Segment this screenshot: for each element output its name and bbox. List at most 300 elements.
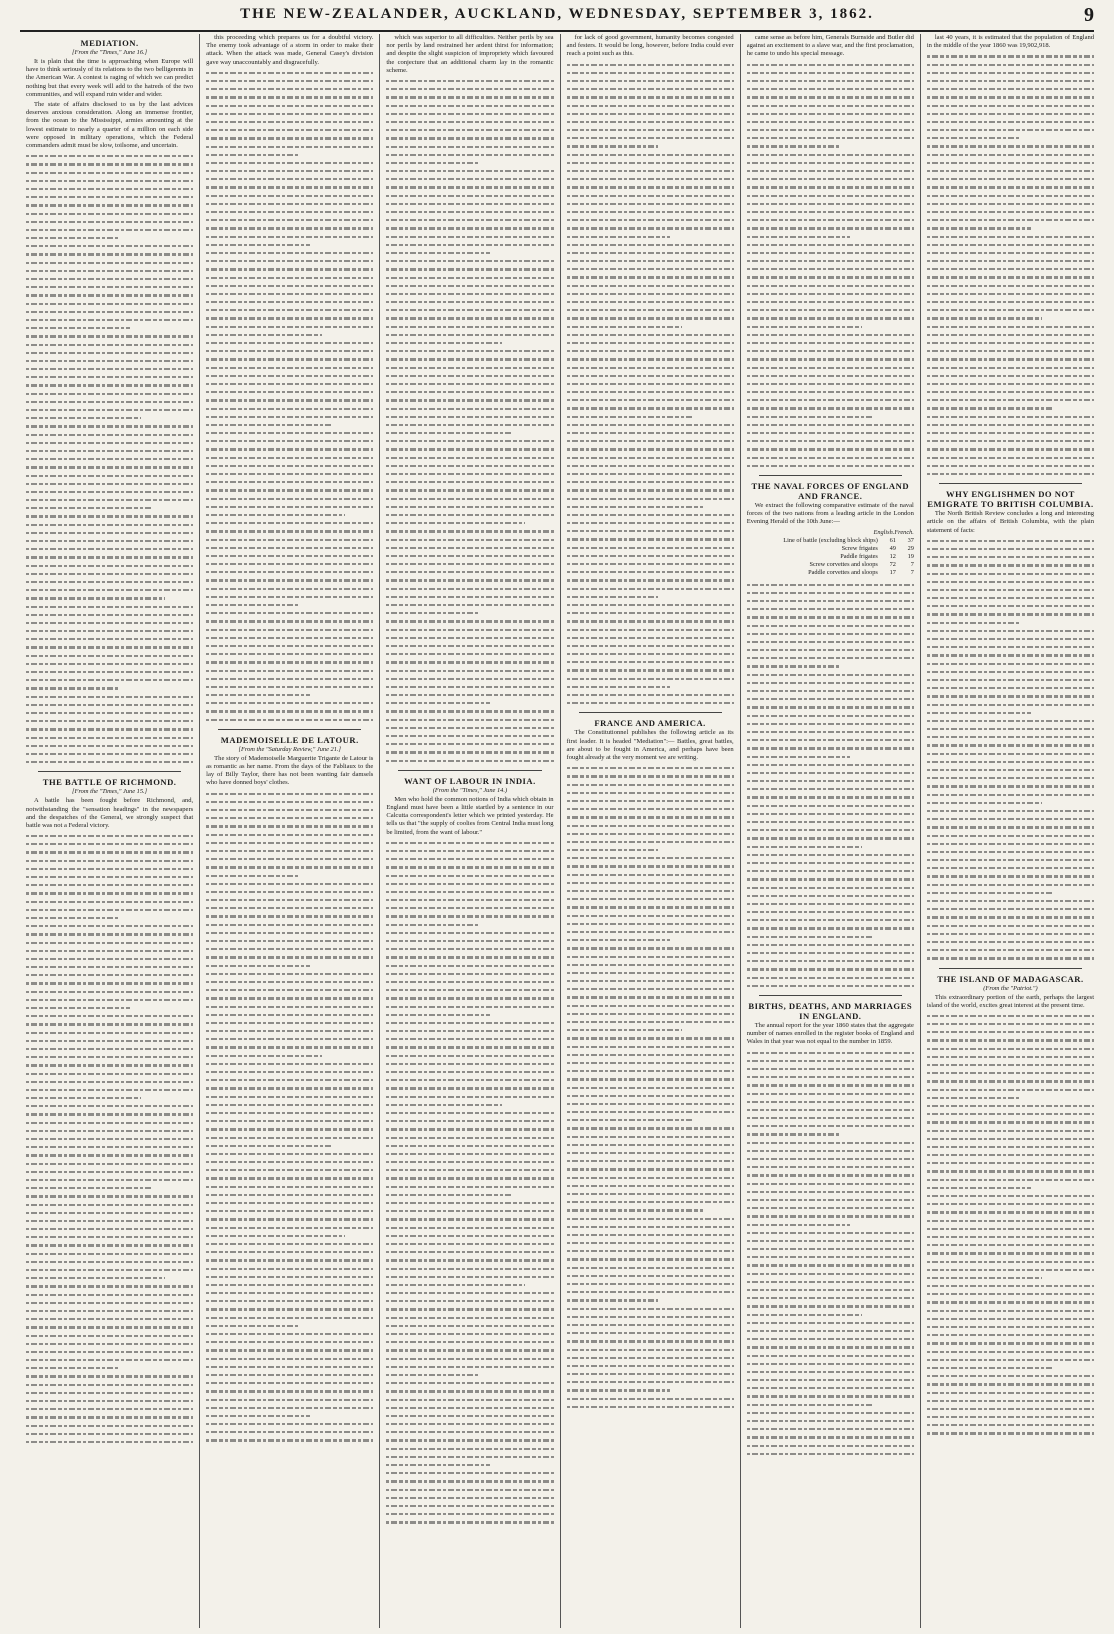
text-line [747, 679, 914, 687]
article-divider [759, 995, 902, 996]
text-line [206, 331, 321, 339]
text-line [747, 1204, 914, 1212]
text-line [567, 764, 734, 772]
text-line [747, 834, 914, 842]
text-line [747, 1106, 914, 1114]
text-line [206, 175, 373, 183]
text-line [927, 265, 1094, 273]
text-line [206, 437, 373, 445]
text-line [567, 838, 734, 846]
text-line [26, 676, 193, 684]
text-line [567, 1092, 734, 1100]
text-line [386, 1240, 553, 1248]
text-line [386, 323, 553, 331]
text-line [386, 249, 490, 257]
text-line [26, 684, 118, 692]
text-line [927, 388, 1094, 396]
text-line [927, 437, 1094, 445]
text-line [386, 560, 553, 568]
text-line [26, 512, 193, 520]
text-line [206, 1412, 310, 1420]
text-line [206, 552, 373, 560]
text-line [386, 1510, 553, 1518]
text-line [747, 1155, 914, 1163]
text-line [567, 920, 734, 928]
article-divider [218, 729, 361, 730]
text-line [927, 832, 1094, 840]
text-line [206, 1027, 373, 1035]
text-line [206, 1297, 373, 1305]
text-line [747, 290, 914, 298]
text-line [927, 946, 1094, 954]
text-line [927, 314, 1042, 322]
text-line [747, 630, 914, 638]
text-line [26, 578, 193, 586]
text-line [747, 654, 914, 662]
text-line [567, 813, 734, 821]
text-line [747, 859, 914, 867]
text-line [26, 242, 193, 250]
text-line [26, 1364, 118, 1372]
text-line [747, 200, 914, 208]
text-line [567, 1002, 734, 1010]
text-line [386, 1420, 553, 1428]
text-line [567, 585, 734, 593]
text-line [206, 224, 373, 232]
text-line [386, 1428, 553, 1436]
text-line [386, 544, 553, 552]
text-line [386, 175, 553, 183]
text-line [386, 1322, 553, 1330]
text-line [26, 1299, 193, 1307]
text-line [927, 1127, 1094, 1135]
text-line [386, 1518, 553, 1526]
text-line [747, 192, 914, 200]
text-line [386, 503, 553, 511]
text-line [747, 208, 914, 216]
text-line [206, 1281, 373, 1289]
text-line [206, 716, 373, 724]
text-line [26, 169, 193, 177]
article-source: (From the "Times," June 14.) [432, 786, 508, 794]
text-line [386, 429, 513, 437]
text-line [567, 1141, 734, 1149]
text-line [747, 265, 914, 273]
text-line [206, 667, 373, 675]
text-line [386, 1035, 553, 1043]
text-line [206, 274, 373, 282]
text-line [567, 1313, 734, 1321]
text-line [386, 1273, 553, 1281]
text-line [386, 1027, 553, 1035]
text-line [386, 994, 553, 1002]
text-line [747, 1327, 914, 1335]
text-line [206, 511, 345, 519]
text-line [26, 1348, 193, 1356]
text-line [206, 699, 373, 707]
text-line [927, 1036, 1094, 1044]
article-heading: MEDIATION. [80, 38, 139, 48]
text-line [206, 454, 373, 462]
text-line [747, 924, 914, 932]
text-line [26, 734, 193, 742]
text-line [927, 1135, 1094, 1143]
text-line [927, 118, 1094, 126]
text-line [206, 1191, 373, 1199]
text-line [26, 627, 193, 635]
text-line [26, 586, 193, 594]
text-line [747, 793, 914, 801]
text-line [747, 1335, 914, 1343]
text-line [567, 306, 734, 314]
text-line [747, 159, 914, 167]
text-line [26, 414, 141, 422]
text-line [386, 1453, 553, 1461]
text-line [567, 617, 734, 625]
text-line [927, 257, 1094, 265]
text-line [26, 1176, 193, 1184]
text-line [927, 396, 1094, 404]
text-line [206, 609, 373, 617]
text-line [26, 1119, 193, 1127]
article-source: [From the "Saturday Review," June 21.] [238, 745, 342, 753]
text-line [26, 857, 193, 865]
text-line [927, 1249, 1094, 1257]
text-line [747, 69, 914, 77]
text-line [567, 110, 734, 118]
column-2 [200, 34, 380, 1628]
text-line [747, 364, 914, 372]
text-line [386, 347, 553, 355]
text-line [26, 603, 193, 611]
text-line [206, 986, 373, 994]
text-line [206, 69, 373, 77]
text-line [386, 1134, 553, 1142]
text-line [26, 922, 193, 930]
text-line [26, 1266, 193, 1274]
table-row [747, 561, 914, 569]
text-line [747, 1352, 914, 1360]
text-line [567, 683, 671, 691]
text-line [927, 570, 1094, 578]
text-line [386, 1084, 553, 1092]
text-line [927, 1028, 1094, 1036]
table-cell: 72 [889, 560, 896, 568]
article-heading: THE ISLAND OF MADAGASCAR. [937, 973, 1084, 984]
text-line [386, 904, 553, 912]
text-line [206, 962, 310, 970]
text-line [26, 1004, 130, 1012]
text-line [386, 1314, 553, 1322]
text-line [26, 332, 193, 340]
article-paragraph: We extract the following comparative estimate of the naval forces of the two nations from a leading article in the London Evening Herald of the 10th June:— [746, 501, 914, 526]
text-line [927, 750, 1094, 758]
text-line [567, 544, 734, 552]
text-line [927, 1069, 1094, 1077]
text-line [567, 1272, 734, 1280]
text-line [567, 871, 734, 879]
text-line [26, 275, 193, 283]
text-line [927, 331, 1094, 339]
text-line [26, 1233, 193, 1241]
text-line [206, 1396, 373, 1404]
text-line [26, 447, 193, 455]
text-line [567, 1075, 734, 1083]
columns [20, 34, 1100, 1628]
text-line [206, 93, 373, 101]
text-line [567, 626, 734, 634]
text-line [567, 552, 734, 560]
text-line [206, 282, 373, 290]
text-line [747, 1278, 914, 1286]
text-line [206, 216, 373, 224]
text-line [567, 1100, 734, 1108]
text-line [927, 938, 1094, 946]
text-line [927, 1274, 1042, 1282]
text-line [567, 1206, 706, 1214]
text-line [386, 1355, 553, 1363]
text-line [206, 1338, 373, 1346]
text-line [567, 658, 734, 666]
article-divider [939, 483, 1082, 484]
text-line [927, 77, 1094, 85]
text-line [567, 519, 734, 527]
text-line [747, 1294, 914, 1302]
text-line [26, 152, 193, 160]
text-line [206, 151, 298, 159]
text-line [206, 1158, 373, 1166]
text-line [206, 339, 373, 347]
text-line [567, 862, 734, 870]
text-line [386, 1183, 553, 1191]
text-line [26, 1061, 193, 1069]
text-line [927, 290, 1094, 298]
text-line [26, 979, 193, 987]
text-line [26, 750, 193, 758]
text-line [386, 1461, 490, 1469]
text-line [567, 167, 734, 175]
text-line [206, 994, 373, 1002]
text-line [567, 1067, 734, 1075]
text-line [386, 880, 553, 888]
text-line [386, 167, 553, 175]
text-line [927, 1094, 1019, 1102]
text-line [26, 1020, 193, 1028]
text-line [386, 568, 553, 576]
text-line [206, 544, 373, 552]
text-line [567, 257, 734, 265]
text-line [927, 1233, 1094, 1241]
text-line [567, 830, 734, 838]
text-line [927, 1356, 1094, 1364]
text-line [747, 1090, 914, 1098]
text-line [927, 1184, 1031, 1192]
text-line [26, 594, 165, 602]
text-line [927, 159, 1094, 167]
text-line [567, 576, 734, 584]
text-line [747, 224, 914, 232]
text-line [927, 660, 1094, 668]
text-line [386, 1109, 553, 1117]
text-line [206, 1125, 373, 1133]
text-line [206, 1232, 345, 1240]
article-paragraph: A battle has been fought before Richmond, and, notwithstanding the "sensation headings" in the newspapers and the despatches of the General, we strongly suspect that battle was not a Federal victory. [26, 797, 194, 829]
text-line [206, 1068, 373, 1076]
text-line [747, 1081, 914, 1089]
text-line [386, 306, 553, 314]
text-line [206, 159, 373, 167]
text-line [206, 626, 373, 634]
text-line [386, 200, 553, 208]
text-line [747, 339, 914, 347]
text-line [26, 390, 193, 398]
text-line [927, 774, 1094, 782]
text-line [927, 52, 1094, 60]
text-line [567, 928, 734, 936]
text-line [747, 1270, 914, 1278]
text-line [206, 364, 373, 372]
article-divider [579, 712, 722, 713]
text-line [567, 593, 659, 601]
text-line [567, 1247, 734, 1255]
text-line [567, 1198, 734, 1206]
text-line [747, 687, 914, 695]
text-line [747, 437, 914, 445]
text-line [567, 789, 734, 797]
text-line [747, 1360, 914, 1368]
article-heading: BIRTHS, DEATHS, AND MARRIAGES IN ENGLAND. [748, 1000, 913, 1021]
text-line [567, 355, 734, 363]
text-line [206, 1035, 373, 1043]
text-line [206, 85, 373, 93]
article-paragraph: for lack of good government, humanity becomes congested and festers. It would be long, however, before India could ever reach a point such as this. [566, 34, 734, 58]
text-line [386, 290, 553, 298]
text-line [26, 250, 193, 258]
table-cell: Screw corvettes and sloops [809, 560, 878, 568]
text-line [747, 957, 914, 965]
article-paragraph: came sense as before him, Generals Burnside and Butler did against an excitement to a slave war, and the first proclamation, he came to undo his special message. [746, 34, 914, 58]
text-line [747, 233, 851, 241]
text-line [26, 709, 193, 717]
article-divider [939, 968, 1082, 969]
text-line [927, 651, 1094, 659]
text-line [747, 785, 914, 793]
text-line [927, 372, 1094, 380]
text-line [567, 642, 734, 650]
text-line [26, 1086, 193, 1094]
text-line [386, 1494, 553, 1502]
text-line [747, 1212, 914, 1220]
text-line [206, 675, 373, 683]
text-line [26, 259, 193, 267]
text-line [747, 916, 914, 924]
text-line [927, 1413, 1094, 1421]
text-line [567, 224, 734, 232]
text-line [927, 1266, 1094, 1274]
text-line [927, 1331, 1094, 1339]
text-line [26, 930, 193, 938]
text-line [567, 216, 734, 224]
text-line [927, 823, 1094, 831]
table-cell: 37 [907, 536, 914, 544]
column-3 [380, 34, 560, 1628]
text-line [747, 257, 914, 265]
column-4 [561, 34, 741, 1628]
text-line [747, 134, 914, 142]
text-line [747, 1196, 914, 1204]
text-line [927, 692, 1094, 700]
text-line [567, 511, 734, 519]
text-line [927, 323, 1094, 331]
table-cell: Screw frigates [841, 544, 878, 552]
text-line [26, 1094, 141, 1102]
article-heading: FRANCE AND AMERICA. [594, 718, 706, 729]
text-line [26, 267, 193, 275]
text-line [927, 413, 1094, 421]
text-line [927, 758, 1094, 766]
text-line [747, 597, 914, 605]
text-line [386, 183, 553, 191]
text-line [206, 257, 373, 265]
text-line [567, 1321, 734, 1329]
text-line [927, 701, 1094, 709]
text-line [386, 265, 553, 273]
text-line [927, 905, 1094, 913]
text-line [567, 560, 734, 568]
text-line [567, 1370, 734, 1378]
text-line [206, 445, 373, 453]
text-line [927, 717, 1094, 725]
text-line [747, 1114, 914, 1122]
text-line [567, 470, 734, 478]
text-line [747, 355, 914, 363]
text-line [206, 707, 373, 715]
text-line [747, 445, 914, 453]
text-line [747, 306, 914, 314]
text-line [927, 404, 1054, 412]
text-line [747, 622, 914, 630]
text-line [26, 210, 193, 218]
text-line [26, 365, 193, 373]
page-number: 9 [1084, 4, 1094, 26]
text-line [747, 1417, 914, 1425]
text-line [747, 884, 914, 892]
text-line [386, 617, 553, 625]
text-line [26, 496, 193, 504]
text-line [206, 814, 373, 822]
text-line [927, 445, 1094, 453]
text-line [927, 1307, 1094, 1315]
text-line [386, 1174, 553, 1182]
text-line [386, 1060, 553, 1068]
text-line [927, 1397, 1094, 1405]
text-line [26, 643, 193, 651]
text-line [927, 1167, 1094, 1175]
article-heading: WANT OF LABOUR IN INDIA. [404, 775, 536, 786]
text-line [26, 832, 193, 840]
text-line [206, 429, 373, 437]
text-line [26, 201, 193, 209]
text-line [26, 283, 193, 291]
text-line [567, 85, 734, 93]
text-line [567, 953, 734, 961]
text-line [747, 695, 914, 703]
text-line [386, 241, 553, 249]
text-line [567, 944, 734, 952]
article-paragraph: The state of affairs disclosed to us by the last advices deserves anxious consideration. Along an immense frontier, from the ocean to the Mississippi, armies amounting at the lowest estimate to nearly a quarter of a million on each side were opposed in military operations, which the Federal commanders admit must be slow, toilsome, and uncertain. [26, 101, 194, 150]
text-line [386, 77, 553, 85]
text-line [206, 1093, 373, 1101]
